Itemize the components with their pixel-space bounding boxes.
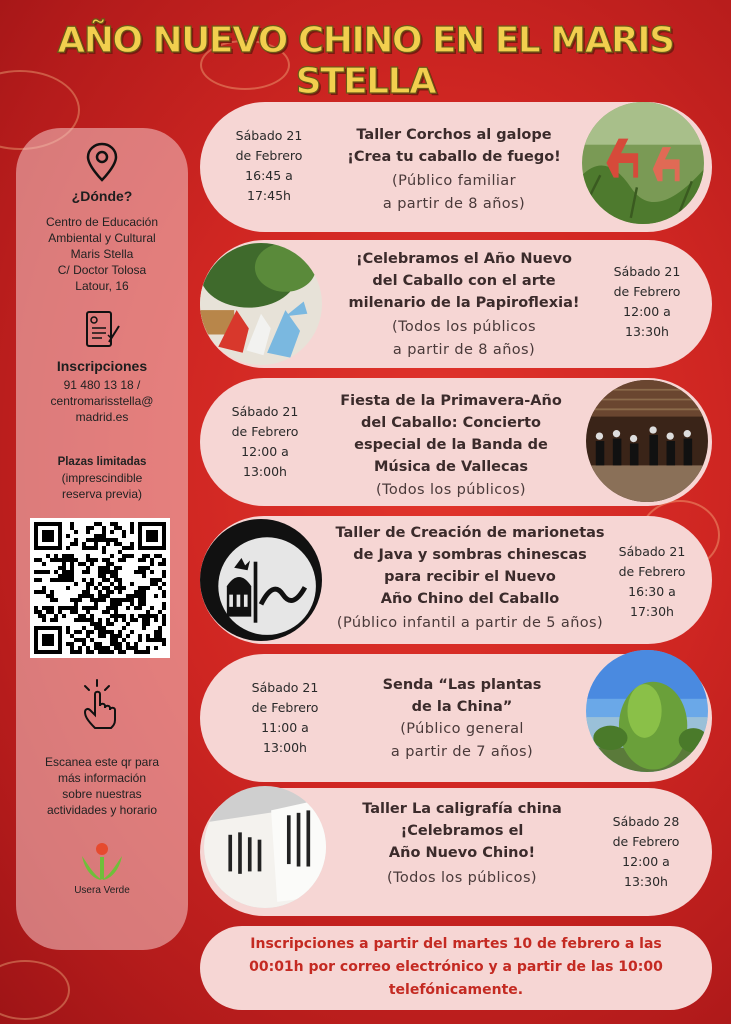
event-audience: (Todos los públicos a partir de 8 años) (392, 319, 536, 358)
event-title: ¡Celebramos el Año Nuevo del Caballo con el arte milenario de la Papiroflexia! (348, 251, 580, 311)
event-date: Sábado 21 de Febrero 11:00 a 13:00h (251, 680, 319, 755)
limited-places-note: (imprescindible reserva previa) (61, 471, 143, 501)
location-pin-icon (16, 142, 188, 182)
plants-lake-photo (586, 650, 708, 772)
event-title: Taller de Creación de marionetas de Java y sombras chinescas para recibir el Nuevo Año Chino del Caballo (335, 525, 605, 607)
event-card (200, 240, 712, 368)
event-audience: (Todos los públicos) (376, 482, 526, 498)
signup-contact: 91 480 13 18 / centromarisstella@ madrid.es (50, 378, 154, 424)
shadow-puppets-photo (200, 519, 322, 641)
where-heading: ¿Dónde? (71, 188, 133, 204)
event-card (200, 102, 712, 232)
logo-text: Usera Verde (74, 885, 130, 896)
clipboard-form-icon (16, 308, 188, 350)
qr-code[interactable] (30, 518, 170, 658)
event-date: Sábado 28 de Febrero 12:00 a 13:30h (612, 814, 680, 889)
event-audience: (Público familiar a partir de 8 años) (382, 173, 526, 212)
where-address: Centro de Educación Ambiental y Cultural Maris Stella C/ Doctor Tolosa Latour, 16 (45, 215, 159, 293)
event-date: Sábado 21 de Febrero 16:30 a 17:30h (618, 544, 686, 619)
event-title: Senda “Las plantas de la China” (382, 677, 542, 715)
event-title: Taller La caligrafía china ¡Celebramos el Año Nuevo Chino! (362, 801, 562, 861)
event-card (200, 378, 712, 506)
tap-hand-icon (16, 676, 188, 734)
event-card (200, 516, 712, 644)
event-audience: (Todos los públicos) (387, 870, 537, 886)
event-audience: (Público general a partir de 7 años) (390, 721, 534, 760)
signup-heading: Inscripciones (56, 358, 148, 374)
cork-horses-photo (582, 102, 704, 224)
info-sidebar (16, 128, 188, 950)
event-date: Sábado 21 de Febrero 12:00 a 13:00h (231, 404, 299, 479)
event-audience: (Público infantil a partir de 5 años) (336, 615, 604, 631)
event-card (200, 654, 712, 782)
limited-places-heading: Plazas limitadas (57, 456, 147, 468)
scan-instructions: Escanea este qr para más información sobre nuestras actividades y horario (44, 755, 160, 817)
music-band-photo (586, 380, 708, 502)
usera-verde-logo (16, 842, 188, 896)
event-date: Sábado 21 de Febrero 16:45 a 17:45h (235, 128, 303, 203)
calligraphy-photo (204, 786, 326, 908)
event-title: Fiesta de la Primavera-Año del Caballo: Concierto especial de la Banda de Música de Vallecas (340, 393, 562, 475)
origami-horses-photo (200, 243, 322, 365)
decorative-swirl (0, 960, 70, 1020)
page-title: AÑO NUEVO CHINO EN EL MARIS STELLA (57, 20, 674, 102)
event-card (200, 788, 712, 916)
registration-footer: Inscripciones a partir del martes 10 de febrero a las 00:01h por correo electrónico y a partir de las 10:00 telefónicamente. (200, 926, 712, 1010)
event-date: Sábado 21 de Febrero 12:00 a 13:30h (613, 264, 681, 339)
event-title: Taller Corchos al galope ¡Crea tu caballo de fuego! (347, 127, 561, 165)
